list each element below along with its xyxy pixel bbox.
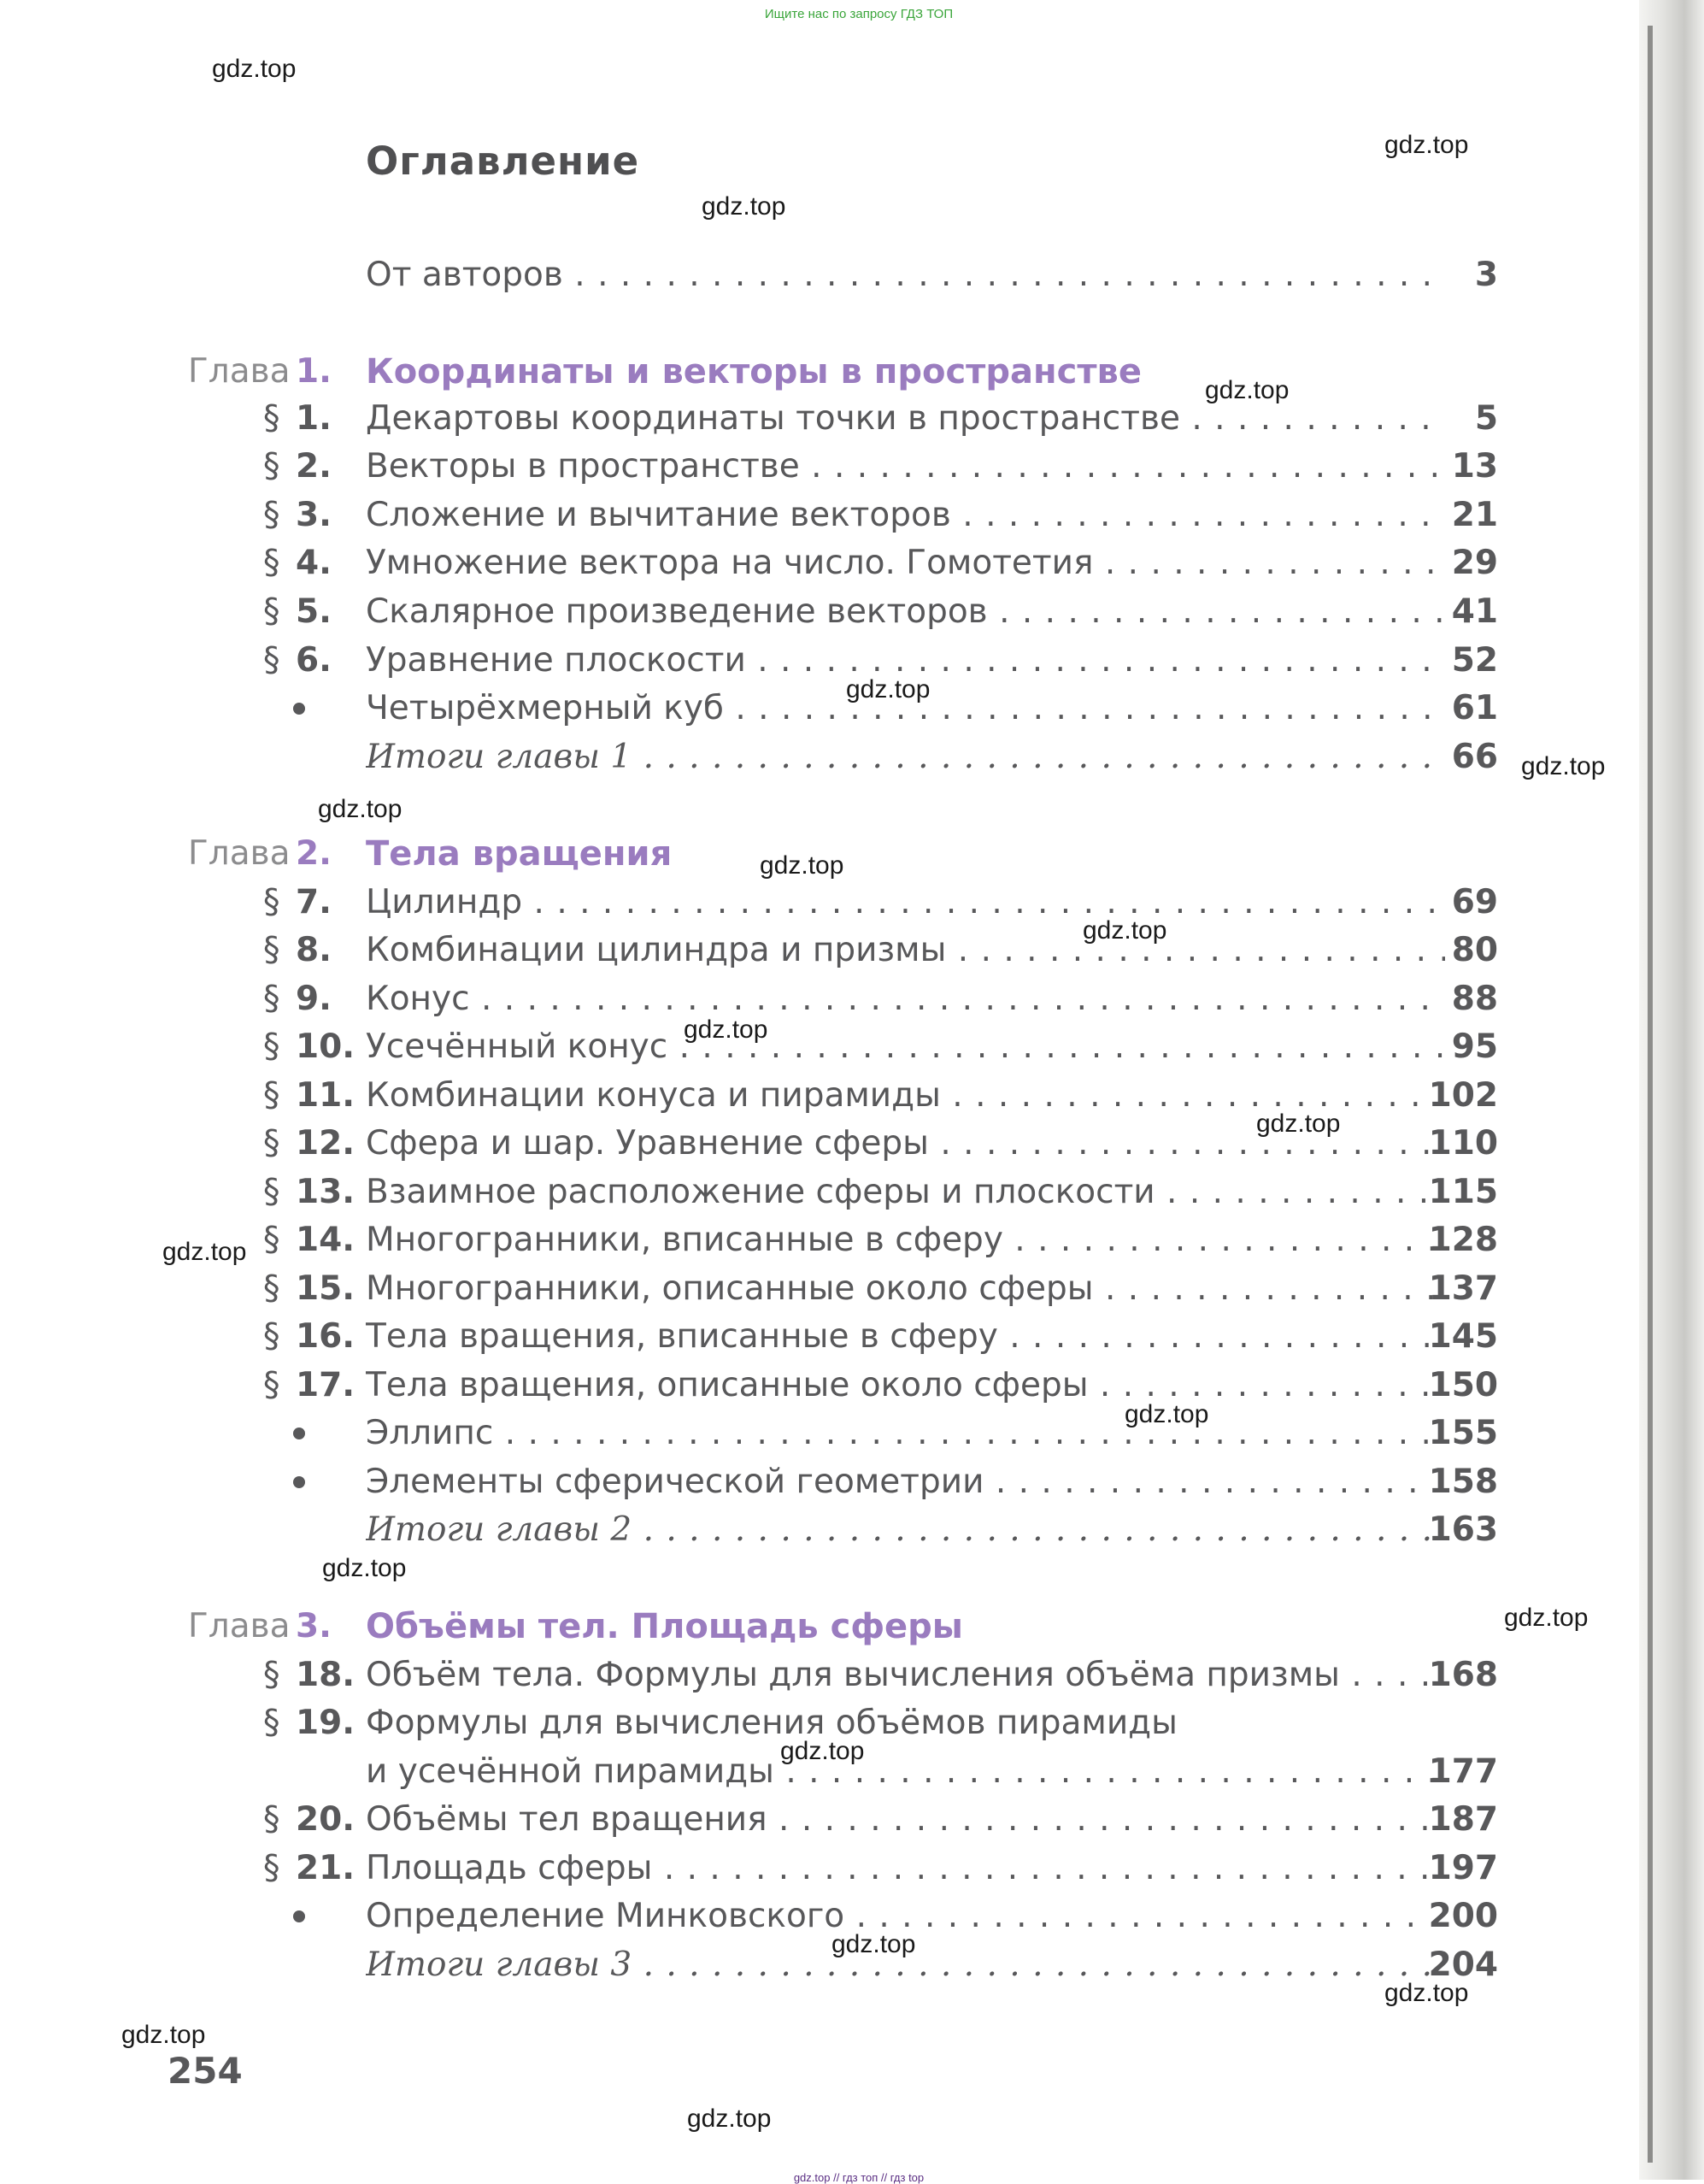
watermark: gdz.top <box>687 2105 772 2133</box>
toc-summary[interactable] <box>0 1506 1521 1554</box>
page-number: 52 <box>1451 641 1498 680</box>
page-binding-line <box>1648 26 1653 2163</box>
toc-entry[interactable] <box>0 1845 1521 1893</box>
entry-text: Тела вращения, вписанные в сферу . . . <box>366 1313 1445 1361</box>
page-number: 5 <box>1474 399 1498 438</box>
toc-entry-bullet[interactable] <box>0 1458 1521 1506</box>
section-number: 15. <box>296 1269 355 1308</box>
page-number: 88 <box>1451 980 1498 1018</box>
toc-entry[interactable] <box>0 492 1521 539</box>
watermark: gdz.top <box>846 675 931 703</box>
chapter-number: 3. <box>296 1607 332 1645</box>
entry-text: Многогранники, описанные около сферы . . . <box>366 1265 1445 1313</box>
page-title: Оглавление <box>366 138 640 184</box>
entry-text: Площадь сферы . . . <box>366 1845 1445 1893</box>
chapter-title: Тела вращения <box>366 834 673 874</box>
page-number: 204 <box>1428 1946 1498 1984</box>
entry-text: Сфера и шар. Уравнение сферы . . . <box>366 1120 1445 1168</box>
watermark: gdz.top <box>1083 916 1167 945</box>
toc-entry[interactable] <box>0 539 1521 587</box>
toc-entry[interactable] <box>0 1362 1521 1410</box>
section-mark: § <box>263 1027 280 1066</box>
entry-text: Умножение вектора на число. Гомотетия . . . <box>366 539 1445 587</box>
toc-entry-first-line[interactable] <box>0 1699 1521 1747</box>
page-number: 158 <box>1428 1463 1498 1501</box>
bullet-icon <box>293 1910 305 1922</box>
section-number: 9. <box>296 980 332 1018</box>
entry-text: Комбинации конуса и пирамиды . . . <box>366 1072 1445 1120</box>
summary-text: Итоги главы 3 . . . <box>366 1941 1445 1989</box>
bullet-icon <box>293 1476 305 1488</box>
chapter-label: Глава <box>188 834 291 873</box>
section-mark: § <box>263 1124 280 1163</box>
watermark: gdz.top <box>162 1238 247 1266</box>
entry-text: Уравнение плоскости . . . <box>366 637 1445 685</box>
section-number: 14. <box>296 1221 355 1259</box>
page-number: 137 <box>1428 1269 1498 1308</box>
entry-text: Объём тела. Формулы для вычисления объёма призмы . . . <box>366 1651 1445 1699</box>
page-number: 168 <box>1428 1656 1498 1694</box>
entry-text: Тела вращения, описанные около сферы . . . <box>366 1362 1445 1410</box>
chapter-title: Объёмы тел. Площадь сферы <box>366 1607 963 1646</box>
watermark: gdz.top <box>1205 376 1290 404</box>
entry-text: Конус . . . <box>366 975 1445 1023</box>
entry-text: Многогранники, вписанные в сферу . . . <box>366 1216 1445 1264</box>
section-number: 18. <box>296 1656 355 1694</box>
section-number: 2. <box>296 447 332 486</box>
section-mark: § <box>263 1076 280 1115</box>
watermark: gdz.top <box>322 1554 407 1582</box>
toc-entry[interactable] <box>0 927 1521 974</box>
toc-entry[interactable] <box>0 588 1521 636</box>
toc-entry-bullet[interactable] <box>0 1893 1521 1940</box>
section-number: 13. <box>296 1173 355 1211</box>
watermark: gdz.top <box>702 192 786 221</box>
section-mark: § <box>263 1704 280 1742</box>
entry-text: Векторы в пространстве . . . <box>366 443 1445 491</box>
toc-entry[interactable] <box>0 879 1521 927</box>
toc-entry[interactable] <box>0 1265 1521 1313</box>
entry-text: Четырёхмерный куб . . . <box>366 685 1445 733</box>
entry-text: Определение Минковского . . . <box>366 1893 1445 1940</box>
page-number: 128 <box>1428 1221 1498 1259</box>
watermark: gdz.top <box>212 55 297 83</box>
page-number: 95 <box>1451 1027 1498 1066</box>
toc-entry-bullet[interactable] <box>0 685 1521 733</box>
entry-text: Объёмы тел вращения . . . <box>366 1796 1445 1844</box>
watermark: gdz.top <box>1256 1110 1341 1138</box>
section-number: 8. <box>296 931 332 969</box>
watermark: gdz.top <box>780 1737 865 1765</box>
page-number: 187 <box>1428 1800 1498 1839</box>
entry-text: Формулы для вычисления объёмов пирамиды <box>366 1704 1178 1742</box>
toc-entry[interactable] <box>0 637 1521 685</box>
page-number: 200 <box>1428 1897 1498 1935</box>
section-mark: § <box>263 1366 280 1404</box>
section-mark: § <box>263 1656 280 1694</box>
page-number: 110 <box>1428 1124 1498 1163</box>
entry-text: Комбинации цилиндра и призмы . . . <box>366 927 1445 974</box>
entry-text: Цилиндр . . . <box>366 879 1445 927</box>
entry-text: От авторов . . . <box>366 251 1445 299</box>
section-number: 19. <box>296 1704 355 1742</box>
section-number: 10. <box>296 1027 355 1066</box>
section-number: 12. <box>296 1124 355 1163</box>
page-number: 3 <box>1474 256 1498 294</box>
page-number: 66 <box>1451 738 1498 776</box>
page-number: 163 <box>1428 1510 1498 1549</box>
section-mark: § <box>263 641 280 680</box>
watermark: gdz.top <box>760 851 844 880</box>
page-number: 150 <box>1428 1366 1498 1404</box>
section-mark: § <box>263 883 280 921</box>
watermark: gdz.top <box>1504 1604 1589 1632</box>
section-number: 6. <box>296 641 332 680</box>
watermark: gdz.top <box>318 795 402 823</box>
toc-entry[interactable] <box>0 395 1521 443</box>
watermark: gdz.top <box>121 2021 206 2049</box>
watermark: gdz.top <box>684 1015 768 1044</box>
toc-entry[interactable] <box>0 1796 1521 1844</box>
entry-text: Декартовы координаты точки в пространстве . . . <box>366 395 1445 443</box>
bullet-icon <box>293 703 305 715</box>
toc-entry[interactable] <box>0 1313 1521 1361</box>
summary-text: Итоги главы 2 . . . <box>366 1506 1445 1554</box>
chapter-title: Координаты и векторы в пространстве <box>366 352 1142 391</box>
section-mark: § <box>263 1221 280 1259</box>
page-number: 69 <box>1451 883 1498 921</box>
chapter-label: Глава <box>188 352 291 391</box>
entry-text-continuation: и усечённой пирамиды . . . <box>366 1748 1445 1796</box>
section-mark: § <box>263 496 280 534</box>
section-number: 21. <box>296 1849 355 1887</box>
page-number: 61 <box>1451 689 1498 727</box>
section-mark: § <box>263 1800 280 1839</box>
watermark: gdz.top <box>1384 131 1469 159</box>
entry-text: Элементы сферической геометрии . . . <box>366 1458 1445 1506</box>
entry-text: Сложение и вычитание векторов . . . <box>366 492 1445 539</box>
page-number: 29 <box>1451 544 1498 582</box>
section-number: 17. <box>296 1366 355 1404</box>
page-number: 155 <box>1428 1414 1498 1452</box>
page-number: 197 <box>1428 1849 1498 1887</box>
watermark: gdz.top <box>1125 1400 1209 1428</box>
page-folio: 254 <box>167 2050 243 2092</box>
chapter-number: 1. <box>296 352 332 391</box>
section-number: 4. <box>296 544 332 582</box>
toc-entry-bullet[interactable] <box>0 1410 1521 1457</box>
chapter-1-heading[interactable] <box>0 348 1521 396</box>
section-mark: § <box>263 1269 280 1308</box>
entry-text: Эллипс . . . <box>366 1410 1445 1457</box>
section-number: 1. <box>296 399 332 438</box>
page-number: 145 <box>1428 1317 1498 1356</box>
section-number: 11. <box>296 1076 355 1115</box>
watermark: gdz.top <box>831 1930 916 1958</box>
bullet-icon <box>293 1428 305 1439</box>
section-number: 20. <box>296 1800 355 1839</box>
section-number: 7. <box>296 883 332 921</box>
entry-text: Усечённый конус . . . <box>366 1023 1445 1071</box>
summary-text: Итоги главы 1 . . . <box>366 733 1445 781</box>
chapter-number: 2. <box>296 834 332 873</box>
section-mark: § <box>263 1173 280 1211</box>
section-mark: § <box>263 592 280 631</box>
section-mark: § <box>263 980 280 1018</box>
entry-text: Взаимное расположение сферы и плоскости . . . <box>366 1169 1445 1216</box>
toc-summary[interactable] <box>0 1941 1521 1989</box>
toc-intro-row[interactable] <box>0 251 1521 299</box>
page-number: 13 <box>1451 447 1498 486</box>
toc-entry[interactable] <box>0 1651 1521 1699</box>
section-mark: § <box>263 447 280 486</box>
chapter-label: Глава <box>188 1607 291 1645</box>
page-number: 177 <box>1428 1752 1498 1791</box>
chapter-3-heading[interactable] <box>0 1603 1521 1651</box>
watermark: gdz.top <box>1521 752 1606 780</box>
entry-text: Скалярное произведение векторов . . . <box>366 588 1445 636</box>
toc-entry[interactable] <box>0 443 1521 491</box>
section-mark: § <box>263 399 280 438</box>
top-banner: Ищите нас по запросу ГДЗ ТОП <box>764 7 954 21</box>
section-mark: § <box>263 1849 280 1887</box>
section-number: 16. <box>296 1317 355 1356</box>
toc-entry[interactable] <box>0 1169 1521 1216</box>
section-mark: § <box>263 544 280 582</box>
section-mark: § <box>263 1317 280 1356</box>
section-mark: § <box>263 931 280 969</box>
section-number: 3. <box>296 496 332 534</box>
page-number: 102 <box>1428 1076 1498 1115</box>
bottom-banner: gdz.top // гдз топ // гдз top <box>793 2171 925 2184</box>
page-number: 21 <box>1451 496 1498 534</box>
watermark: gdz.top <box>1384 1979 1469 2007</box>
section-number: 5. <box>296 592 332 631</box>
page-number: 80 <box>1451 931 1498 969</box>
toc-summary[interactable] <box>0 733 1521 781</box>
page-number: 41 <box>1451 592 1498 631</box>
page-number: 115 <box>1428 1173 1498 1211</box>
toc-entry-continuation[interactable] <box>0 1748 1521 1796</box>
